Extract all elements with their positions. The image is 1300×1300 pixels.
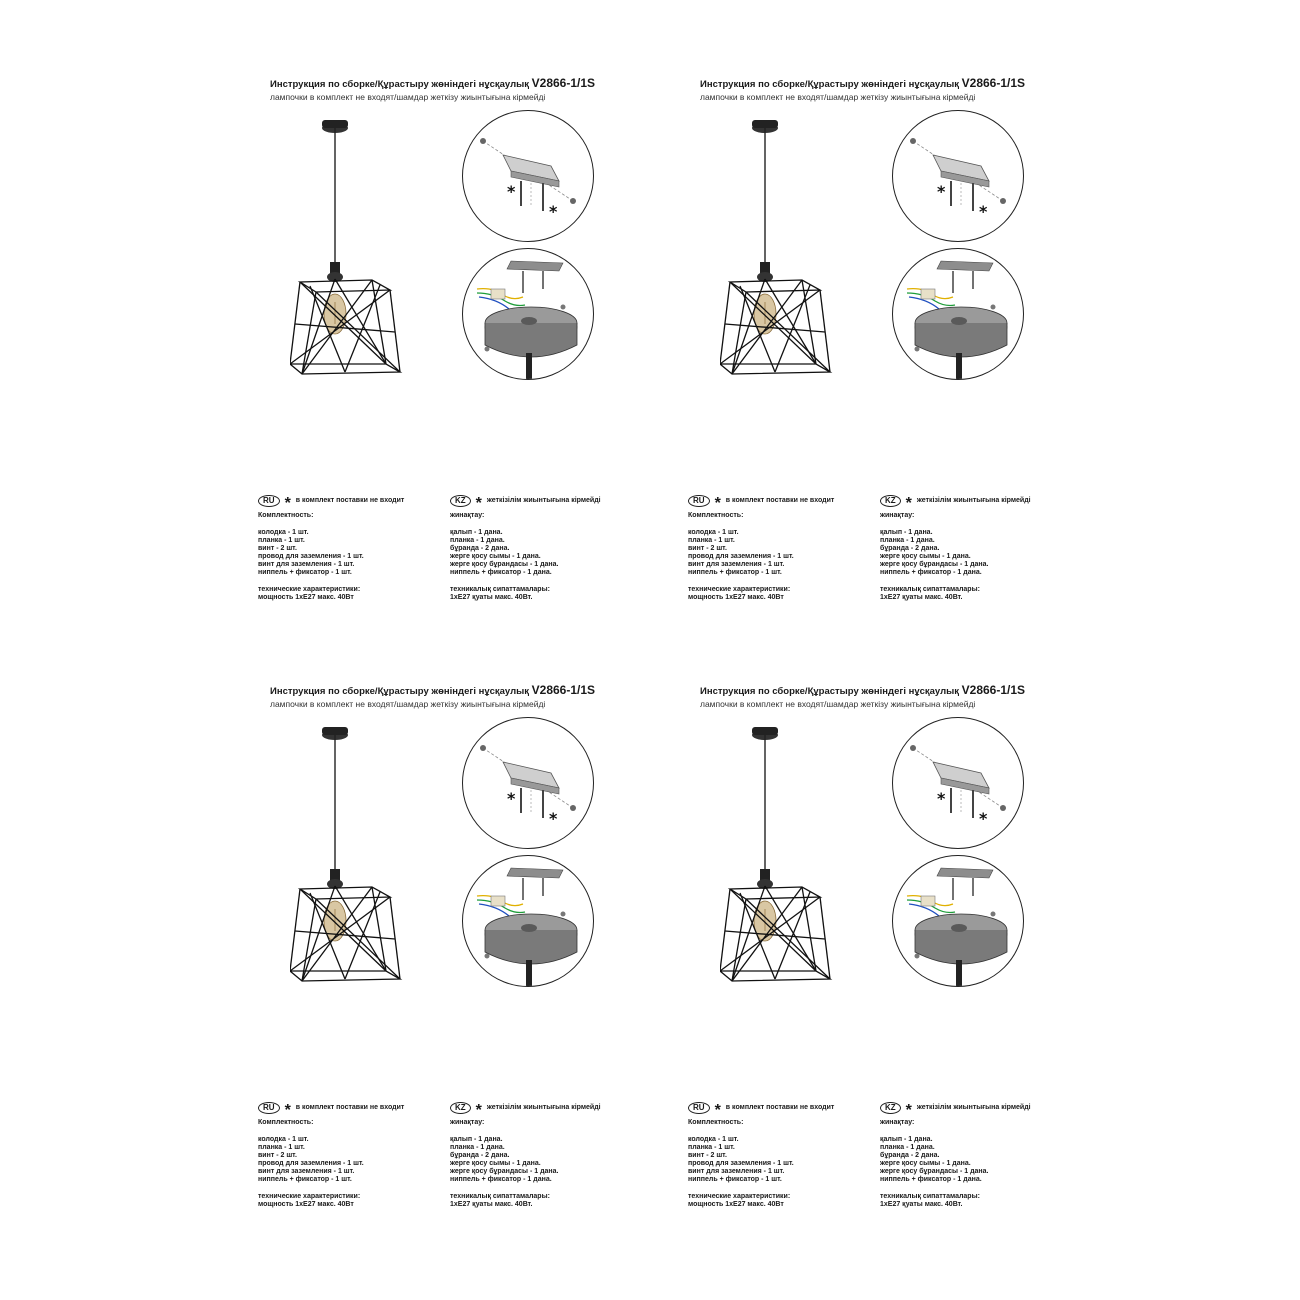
ru-badge: RU — [688, 495, 710, 507]
kit-item: винт - 2 шт. — [258, 1152, 297, 1159]
asterisk-icon: * — [905, 495, 912, 512]
bulbs-not-included-note: лампочки в комплект не входят/шамдар жеткізу жиынтығына кірмейді — [270, 699, 546, 709]
not-included-note: жеткізілім жиынтығына кірмейді — [916, 1104, 1031, 1111]
canopy-wiring-diagram — [462, 855, 594, 987]
kit-item: планка - 1 шт. — [688, 537, 735, 544]
tech-title: технические характеристики: — [258, 586, 361, 593]
kit-item: жерге қосу сымы - 1 дана. — [880, 553, 971, 560]
not-included-note: жеткізілім жиынтығына кірмейді — [486, 497, 601, 504]
kit-list — [258, 1136, 438, 1184]
asterisk-icon: * — [475, 1102, 482, 1119]
kit-item: колодка - 1 шт. — [688, 1136, 739, 1143]
svg-text:*: * — [549, 809, 558, 828]
kit-item: ниппель + фиксатор - 1 дана. — [450, 569, 552, 576]
kit-item: провод для заземления - 1 шт. — [688, 1160, 794, 1167]
kit-title: Комплектность: — [688, 1119, 744, 1126]
kit-title: жинақтау: — [450, 512, 485, 519]
kit-item: жерге қосу сымы - 1 дана. — [880, 1160, 971, 1167]
kit-item: колодка - 1 шт. — [688, 529, 739, 536]
kit-item: қалып - 1 дана. — [450, 1136, 503, 1143]
tech-value: мощность 1xE27 макс. 40Вт — [688, 1201, 784, 1208]
model-number: V2866-1/1S — [531, 76, 596, 90]
kit-item: ниппель + фиксатор - 1 шт. — [258, 1176, 352, 1183]
tech-value: мощность 1xE27 макс. 40Вт — [258, 1201, 354, 1208]
title-text: Инструкция по сборке/Құрастыру жөніндегі нұсқаулық — [700, 79, 959, 90]
kit-item: колодка - 1 шт. — [258, 529, 309, 536]
kit-item: планка - 1 шт. — [258, 537, 305, 544]
kit-item: қалып - 1 дана. — [450, 529, 503, 536]
not-included-note: жеткізілім жиынтығына кірмейді — [486, 1104, 601, 1111]
ru-section — [688, 1101, 868, 1209]
svg-text:*: * — [507, 789, 516, 808]
kit-item: ниппель + фиксатор - 1 шт. — [688, 569, 782, 576]
not-included-note: в комплект поставки не входит — [295, 497, 405, 504]
kit-list — [450, 529, 630, 577]
kit-item: провод для заземления - 1 шт. — [258, 553, 364, 560]
canopy-wiring-diagram — [892, 248, 1024, 380]
svg-text:*: * — [549, 202, 558, 221]
kz-section — [880, 494, 1060, 602]
kit-item: планка - 1 шт. — [258, 1144, 305, 1151]
kit-item: жерге қосу сымы - 1 дана. — [450, 553, 541, 560]
instruction-title — [270, 683, 595, 697]
ru-section — [258, 494, 438, 602]
kit-item: колодка - 1 шт. — [258, 1136, 309, 1143]
kit-item: ниппель + фиксатор - 1 дана. — [880, 1176, 982, 1183]
kit-item: ниппель + фиксатор - 1 шт. — [688, 1176, 782, 1183]
tech-title: технические характеристики: — [688, 586, 791, 593]
kz-header — [880, 1101, 1060, 1119]
asterisk-icon: * — [284, 1102, 291, 1119]
kit-list — [258, 529, 438, 577]
tech-title: технические характеристики: — [688, 1193, 791, 1200]
kit-item: бұранда - 2 дана. — [450, 545, 510, 552]
kit-item: провод для заземления - 1 шт. — [258, 1160, 364, 1167]
kit-title: жинақтау: — [880, 512, 915, 519]
kit-list — [880, 1136, 1060, 1184]
kit-list — [450, 1136, 630, 1184]
kit-title: Комплектность: — [688, 512, 744, 519]
tech-title: технические характеристики: — [258, 1193, 361, 1200]
model-number: V2866-1/1S — [531, 683, 596, 697]
instruction-title — [700, 683, 1025, 697]
kit-item: бұранда - 2 дана. — [450, 1152, 510, 1159]
kit-item: винт - 2 шт. — [258, 545, 297, 552]
kz-header — [880, 494, 1060, 512]
kit-item: бұранда - 2 дана. — [880, 545, 940, 552]
mounting-bracket-diagram — [892, 717, 1024, 849]
ru-section — [258, 1101, 438, 1209]
instruction-panel — [660, 655, 1090, 1235]
bulbs-not-included-note: лампочки в комплект не входят/шамдар жеткізу жиынтығына кірмейді — [270, 92, 546, 102]
mounting-bracket-diagram — [462, 717, 594, 849]
instruction-panel — [660, 48, 1090, 628]
kit-list — [880, 529, 1060, 577]
mounting-bracket-diagram — [892, 110, 1024, 242]
ru-header — [258, 494, 438, 512]
kz-badge: KZ — [450, 495, 471, 507]
kit-item: винт для заземления - 1 шт. — [688, 1168, 785, 1175]
kit-item: винт - 2 шт. — [688, 1152, 727, 1159]
svg-text:*: * — [979, 809, 988, 828]
kit-item: ниппель + фиксатор - 1 шт. — [258, 569, 352, 576]
instruction-panel — [230, 48, 660, 628]
kz-header — [450, 1101, 630, 1119]
kit-item: жерге қосу бұрандасы - 1 дана. — [880, 561, 989, 568]
ru-header — [258, 1101, 438, 1119]
ru-badge: RU — [688, 1102, 710, 1114]
tech-value: 1xE27 қуаты макс. 40Вт. — [450, 1201, 533, 1208]
tech-title: техникалық сипаттамалары: — [450, 586, 550, 593]
title-text: Инструкция по сборке/Құрастыру жөніндегі нұсқаулық — [700, 686, 959, 697]
pendant-lamp-illustration — [290, 114, 420, 394]
kit-item: планка - 1 дана. — [880, 1144, 935, 1151]
tech-value: 1xE27 қуаты макс. 40Вт. — [450, 594, 533, 601]
pendant-lamp-illustration — [720, 721, 850, 1001]
kit-item: винт для заземления - 1 шт. — [688, 561, 785, 568]
title-text: Инструкция по сборке/Құрастыру жөніндегі нұсқаулық — [270, 686, 529, 697]
model-number: V2866-1/1S — [961, 76, 1026, 90]
pendant-lamp-illustration — [720, 114, 850, 394]
ru-badge: RU — [258, 495, 280, 507]
tech-value: мощность 1xE27 макс. 40Вт — [688, 594, 784, 601]
kz-section — [450, 494, 630, 602]
kz-badge: KZ — [880, 495, 901, 507]
kit-item: планка - 1 дана. — [880, 537, 935, 544]
kit-item: планка - 1 дана. — [450, 1144, 505, 1151]
ru-header — [688, 494, 868, 512]
kit-item: қалып - 1 дана. — [880, 1136, 933, 1143]
kit-item: жерге қосу бұрандасы - 1 дана. — [450, 561, 559, 568]
bulbs-not-included-note: лампочки в комплект не входят/шамдар жеткізу жиынтығына кірмейді — [700, 699, 976, 709]
kit-title: Комплектность: — [258, 512, 314, 519]
not-included-note: в комплект поставки не входит — [725, 497, 835, 504]
instruction-title — [700, 76, 1025, 90]
kit-list — [688, 1136, 868, 1184]
not-included-note: жеткізілім жиынтығына кірмейді — [916, 497, 1031, 504]
not-included-note: в комплект поставки не входит — [295, 1104, 405, 1111]
title-text: Инструкция по сборке/Құрастыру жөніндегі нұсқаулық — [270, 79, 529, 90]
tech-title: техникалық сипаттамалары: — [880, 586, 980, 593]
kit-item: винт - 2 шт. — [688, 545, 727, 552]
canopy-wiring-diagram — [892, 855, 1024, 987]
ru-badge: RU — [258, 1102, 280, 1114]
kit-title: жинақтау: — [880, 1119, 915, 1126]
tech-value: 1xE27 қуаты макс. 40Вт. — [880, 1201, 963, 1208]
ru-header — [688, 1101, 868, 1119]
kit-item: бұранда - 2 дана. — [880, 1152, 940, 1159]
kz-section — [450, 1101, 630, 1209]
kit-item: провод для заземления - 1 шт. — [688, 553, 794, 560]
instruction-title — [270, 76, 595, 90]
instruction-panel — [230, 655, 660, 1235]
bulbs-not-included-note: лампочки в комплект не входят/шамдар жеткізу жиынтығына кірмейді — [700, 92, 976, 102]
kit-title: жинақтау: — [450, 1119, 485, 1126]
kz-badge: KZ — [450, 1102, 471, 1114]
kit-item: ниппель + фиксатор - 1 дана. — [880, 569, 982, 576]
asterisk-icon: * — [284, 495, 291, 512]
kit-item: жерге қосу сымы - 1 дана. — [450, 1160, 541, 1167]
asterisk-icon: * — [475, 495, 482, 512]
svg-text:*: * — [937, 789, 946, 808]
tech-value: мощность 1xE27 макс. 40Вт — [258, 594, 354, 601]
kz-header — [450, 494, 630, 512]
svg-text:*: * — [937, 182, 946, 201]
pendant-lamp-illustration — [290, 721, 420, 1001]
ru-section — [688, 494, 868, 602]
not-included-note: в комплект поставки не входит — [725, 1104, 835, 1111]
asterisk-icon: * — [905, 1102, 912, 1119]
asterisk-icon: * — [714, 1102, 721, 1119]
kit-item: планка - 1 шт. — [688, 1144, 735, 1151]
model-number: V2866-1/1S — [961, 683, 1026, 697]
kit-item: жерге қосу бұрандасы - 1 дана. — [880, 1168, 989, 1175]
kit-list — [688, 529, 868, 577]
svg-text:*: * — [979, 202, 988, 221]
asterisk-icon: * — [714, 495, 721, 512]
kit-item: қалып - 1 дана. — [880, 529, 933, 536]
kit-item: винт для заземления - 1 шт. — [258, 561, 355, 568]
kit-item: винт для заземления - 1 шт. — [258, 1168, 355, 1175]
canopy-wiring-diagram — [462, 248, 594, 380]
kz-section — [880, 1101, 1060, 1209]
kit-item: планка - 1 дана. — [450, 537, 505, 544]
kit-item: ниппель + фиксатор - 1 дана. — [450, 1176, 552, 1183]
kit-title: Комплектность: — [258, 1119, 314, 1126]
kit-item: жерге қосу бұрандасы - 1 дана. — [450, 1168, 559, 1175]
tech-title: техникалық сипаттамалары: — [880, 1193, 980, 1200]
tech-title: техникалық сипаттамалары: — [450, 1193, 550, 1200]
mounting-bracket-diagram — [462, 110, 594, 242]
kz-badge: KZ — [880, 1102, 901, 1114]
tech-value: 1xE27 қуаты макс. 40Вт. — [880, 594, 963, 601]
svg-text:*: * — [507, 182, 516, 201]
